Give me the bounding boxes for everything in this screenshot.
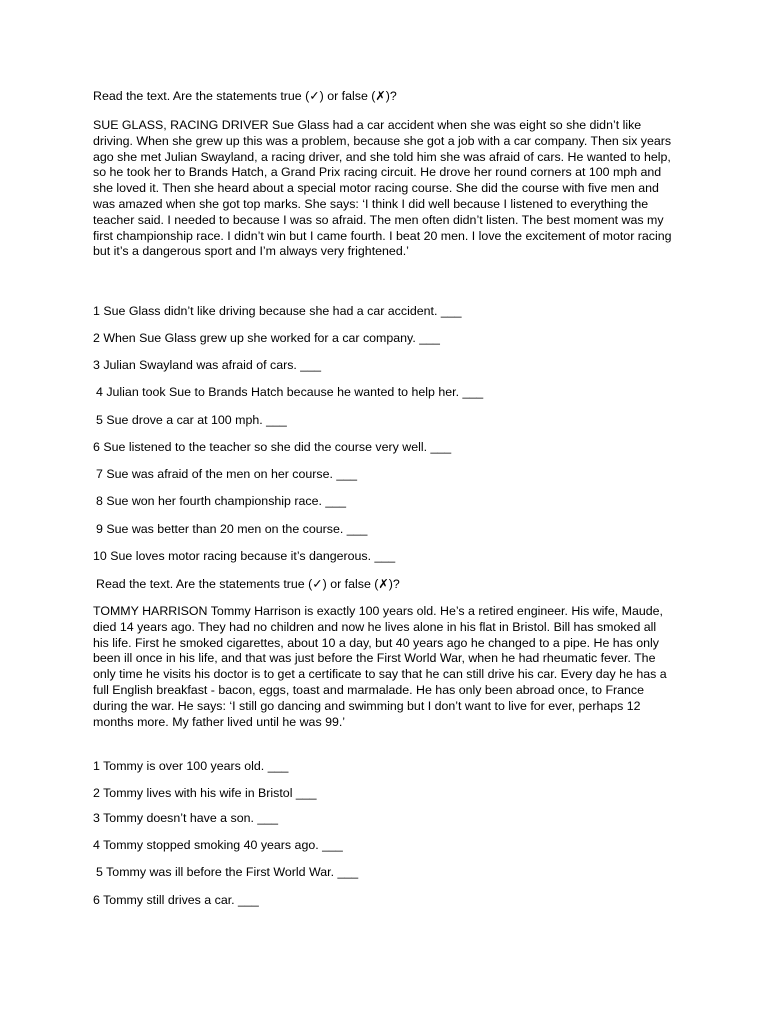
section1-statement-10: 10 Sue loves motor racing because it’s dangerous. ___ (93, 549, 396, 563)
section1-statement-6: 6 Sue listened to the teacher so she did the course very well. ___ (93, 440, 452, 454)
section2-instruction: Read the text. Are the statements true (✓) or false (✗)? (96, 577, 400, 591)
section1-statement-7: 7 Sue was afraid of the men on her course. ___ (96, 467, 358, 481)
section2-passage: TOMMY HARRISON Tommy Harrison is exactly 100 years old. He’s a retired engineer. His wife, Maude, died 14 years ago. They had no children and now he lives alone in his flat in Bristol. Bill has smoked all his life. First he smoked cigarettes, about 10 a day, but 40 years ago he changed to a pipe. He has only been ill once in his life, and that was just before the First World War, when he had rheumatic fever. The only time he visits his doctor is to get a certificate to say that he can still drive his car. Every day he has a full English breakfast - bacon, eggs, toast and marmalade. He has only been abroad once, to France during the war. He says: ‘I still go dancing and swimming but I don’t want to live for ever, perhaps 12 months more. My father lived until he was 99.’ (93, 604, 667, 729)
section1-statement-1: 1 Sue Glass didn’t like driving because she had a car accident. ___ (93, 304, 462, 318)
section1-statement-2: 2 When Sue Glass grew up she worked for a car company. ___ (93, 331, 440, 345)
section1-statement-3: 3 Julian Swayland was afraid of cars. ___ (93, 358, 321, 372)
section2-statement-4: 4 Tommy stopped smoking 40 years ago. ___ (93, 838, 343, 852)
section2-statement-5: 5 Tommy was ill before the First World War. ___ (96, 865, 359, 879)
section1-statement-4: 4 Julian took Sue to Brands Hatch because he wanted to help her. ___ (96, 385, 484, 399)
section2-statement-6: 6 Tommy still drives a car. ___ (93, 893, 259, 907)
section1-statement-5: 5 Sue drove a car at 100 mph. ___ (96, 413, 287, 427)
section2-statement-2: 2 Tommy lives with his wife in Bristol ___ (93, 786, 317, 800)
section2-statement-3: 3 Tommy doesn’t have a son. ___ (93, 811, 279, 825)
section1-statement-9: 9 Sue was better than 20 men on the course. ___ (96, 522, 368, 536)
section1-instruction: Read the text. Are the statements true (✓) or false (✗)? (93, 89, 397, 103)
section1-statement-8: 8 Sue won her fourth championship race. ___ (96, 494, 347, 508)
section1-passage: SUE GLASS, RACING DRIVER Sue Glass had a car accident when she was eight so she didn’t like driving. When she grew up this was a problem, because she got a job with a car company. Then six years ago she met Julian Swayland, a racing driver, and she told him she was afraid of cars. He wanted to help, so he took her to Brands Hatch, a Grand Prix racing circuit. He drove her round corners at 100 mph and she loved it. Then she heard about a special motor racing course. She did the course with five men and was amazed when she got top marks. She says: ‘I think I did well because I listened to everything the teacher said. I needed to because I was so afraid. The men often didn’t listen. The best moment was my first championship race. I didn’t win but I came fourth. I beat 20 men. I love the excitement of motor racing but it’s a dangerous sport and I’m always very frightened.’ (93, 118, 672, 259)
section2-statement-1: 1 Tommy is over 100 years old. ___ (93, 759, 289, 773)
